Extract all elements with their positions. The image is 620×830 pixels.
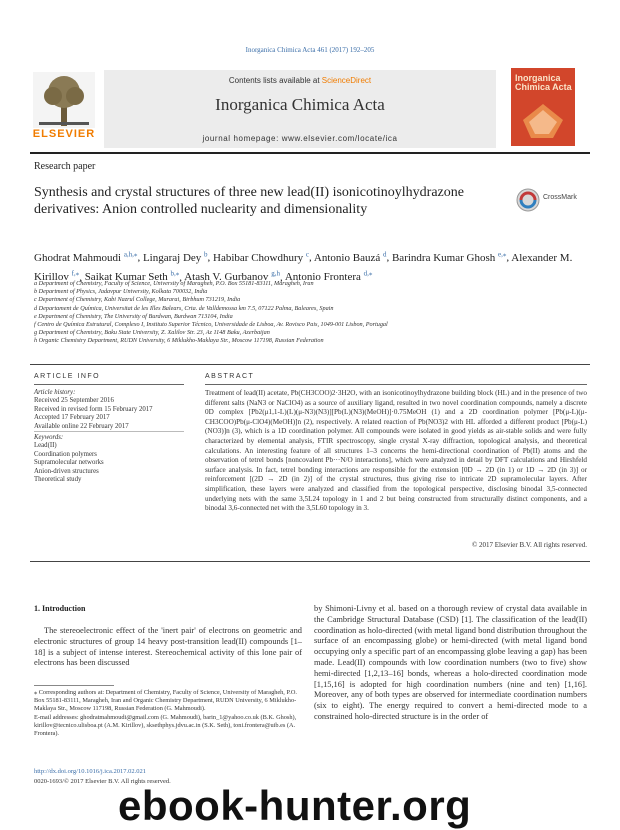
email-addresses[interactable]: E-mail addresses: ghodratmahmoudi@gmail.com (G. Mahmoudi), barin_1@yahoo.co.uk (B.K. Ghosh), kirillov@tecnico.ulisboa.pt (A.M. Kirillov), sksethphys.jdvu.ac.in (S.K. Seth), toni.frontera@uib.es (A. Frontera). bbox=[34, 713, 297, 738]
corresponding-authors: ⁎ Corresponding authors at: Department of Chemistry, Faculty of Science, University of Maragheh, P.O. Box 55181-83111, Maragheh, Iran and Organic Chemistry Department, RUDN University, 6 Miklukho-Maklaya Str., Moscow 117198, Russian Federation (G. Mahmoudi). bbox=[34, 689, 297, 713]
keywords-label: Keywords: bbox=[34, 434, 64, 441]
body-rule bbox=[30, 561, 590, 562]
abstract-rule bbox=[205, 384, 587, 385]
intro-paragraph-left: The stereoelectronic effect of the 'inert pair' of electrons on geometric and electronic structures of group 14 heavy post-transition lead(II) compounds [1–18] is a subject of intense interest. Stereochemical activity of this lone pair of electrons has been discussed bbox=[34, 626, 302, 668]
keywords-rule bbox=[34, 431, 184, 432]
article-title: Synthesis and crystal structures of three new lead(II) isonicotinoylhydrazone derivatives: Anion controlled nuclearity and dimensionality bbox=[34, 185, 464, 217]
intro-paragraph-right: by Shimoni-Livny et al. based on a thorough review of crystal data available in the Cambridge Structural Database (CSD) [1]. The classification of the lead(II) coordination as holo-directed (with metal ligand bond distribution throughout the surface of an encompassing globe) or hemi-directed (with metal ligand bond occupying only a specific part of an encompassing globe leaving a gap) has been made. Lead(II) compounds with low coordination numbers (two to five) show hemi-directed [1,2,13–16] bonds, whereas a holo-directed coordination mode [1,15,16] is adopted for high coordination numbers (nine and ten) [1,16]. Moreover, any of both types are observed for intermediate coordination numbers (six to eight). The energy required to convert a hemi-directed mode to a constrained holo-directed structure is in the order of bbox=[314, 604, 587, 721]
journal-title: Inorganica Chimica Acta bbox=[215, 95, 385, 114]
author[interactable]: Antonio Frontera $^{d,⁎}$ bbox=[284, 269, 373, 284]
author[interactable]: Barindra Kumar Ghosh $^{e,⁎}$ bbox=[391, 250, 507, 264]
keyword: Coordination polymers bbox=[34, 450, 97, 458]
section-heading: 1. Introduction bbox=[34, 604, 86, 613]
abstract-copyright: © 2017 Elsevier B.V. All rights reserved. bbox=[471, 541, 587, 549]
affiliations bbox=[34, 280, 594, 346]
contents-prefix: Contents lists available at bbox=[228, 76, 322, 85]
history-item: Available online 22 February 2017 bbox=[34, 422, 129, 430]
author[interactable]: Atash V. Gurbanov $^{g,h}$ bbox=[184, 269, 280, 284]
affiliation: f Centro de Química Estrutural, Complexo I, Instituto Superior Técnico, Universidade de Lisboa, Av. Rovisco Pais, 1049-001 Lisbon, Portugal bbox=[34, 321, 388, 329]
abstract-heading: ABSTRACT bbox=[205, 373, 255, 380]
crossmark-label: CrossMark bbox=[543, 194, 577, 201]
journal-cover-image bbox=[511, 68, 575, 146]
sciencedirect-link[interactable]: ScienceDirect bbox=[321, 76, 372, 85]
publisher-logo-text: ELSEVIER bbox=[32, 128, 96, 140]
affiliation: c Department of Chemistry, Kabi Nazrul College, Murarai, Birbhum 731219, India bbox=[34, 296, 241, 304]
affiliation-rule bbox=[30, 364, 590, 365]
article-history bbox=[34, 389, 194, 431]
history-label: Article history: bbox=[34, 389, 76, 396]
issn-line: 0020-1693/© 2017 Elsevier B.V. All rights reserved. bbox=[34, 778, 171, 785]
contents-available-line bbox=[104, 76, 496, 85]
author-list: Ghodrat Mahmoudi $^{a,h,⁎}$, Lingaraj Dey $^b$, Habibar Chowdhury $^c$, Antonio Bauzá $^d$, Barindra Kumar Ghosh $^{e,⁎}$, Alexander M. Kirillov $^{f,⁎}$, Saikat Kumar Seth $^{b,⁎}$, Atash V. Gurbanov $^{g,h}$, Antonio Frontera $^{d,⁎}$ bbox=[34, 250, 573, 284]
abstract-text: Treatment of lead(II) acetate, Pb(CH3COO)2·3H2O, with an isonicotinoylhydrazone building block (HL) and in the presence of two different salts (NaN3 or NaClO4) as a source of auxiliary ligand, resulted in two novel coordination compounds, namely a discrete 0D complex [Pb2(μ1,1-L)(L)(μ-N3)(N3)][Pb(L)(N3)(MeOH)]·0.75MeOH (1) and a 2D coordination polymer [Pb(μ-L)(μ-CH3COO)Pb(μ-ClO4)(MeOH)]n (2), respectively. A related reaction of Pb(NO3)2 with HL afforded a different product [Pb(μ-L)(NO3)]n (3), which is a 1D coordination polymer. All compounds were isolated in good yields as air-stable solids and were fully characterized by elemental analysis, FTIR spectroscopy, single crystal X-ray diffraction, topological analysis, and theoretical calculations. An interesting feature of all structures 1–3 concerns the hemi-directional coordination of Pb(II) atoms and the observation of tetrel bonds [noncovalent Pb···N/O interactions], which were analyzed in detail by DFT calculations and Hirshfeld surface analysis. In fact, tetrel bonding interactions are responsible for the extension [0D → 2D (in 1) or 1D → 2D (in 3)] or reinforcement [(2D → 2D (in 2)] of the crystal structures, thus giving rise to intricate 2D supramolecular layers. After simplification, these layers were analyzed and classified from the topological perspective, disclosing binodal 3,5-connected underlying nets with the same 3,5L24 topology in 1 and 2 but being constructed from structurally distinct components, and a binodal 3,6-connected net with the 3,5L60 topology in 3. bbox=[205, 389, 587, 513]
doi-link[interactable]: http://dx.doi.org/10.1016/j.ica.2017.02.021 bbox=[34, 768, 147, 775]
keyword: Lead(II) bbox=[34, 442, 57, 450]
author[interactable]: Ghodrat Mahmoudi $^{a,h,⁎}$ bbox=[34, 250, 138, 264]
affiliation: e Department of Chemistry, The University of Burdwan, Burdwan 713104, India bbox=[34, 312, 233, 320]
author[interactable]: Saikat Kumar Seth $^{b,⁎}$ bbox=[84, 269, 180, 284]
watermark: ebook-hunter.org bbox=[118, 782, 472, 829]
cover-crystal-icon bbox=[519, 102, 567, 140]
history-item: Accepted 17 February 2017 bbox=[34, 414, 110, 422]
journal-citation[interactable]: Inorganica Chimica Acta 461 (2017) 192–205 bbox=[245, 46, 375, 54]
article-type: Research paper bbox=[34, 161, 96, 172]
affiliation: d Departament de Química, Universitat de les Illes Balears, Crta. de Valldemossa km 7.5, 07122 Palma, Baleares, Spain bbox=[34, 304, 334, 312]
cover-title: Inorganica Chimica Acta bbox=[515, 73, 572, 92]
crossmark-badge[interactable] bbox=[516, 186, 586, 216]
elsevier-tree-logo bbox=[33, 72, 95, 128]
affiliation: b Department of Physics, Jadavpur University, Kolkata 700032, India bbox=[34, 288, 208, 296]
author[interactable]: Alexander M. Kirillov $^{f,⁎}$ bbox=[34, 251, 573, 284]
history-item: Received in revised form 15 February 2017 bbox=[34, 405, 153, 413]
affiliation: g Department of Chemistry, Baku State University, Z. Xalilov Str. 23, Az 1148 Baku, Azerbaijan bbox=[34, 329, 270, 337]
affiliation: h Organic Chemistry Department, RUDN University, 6 Miklukho-Maklaya Str., Moscow 117198, Russian Federation bbox=[34, 337, 324, 345]
keywords bbox=[34, 434, 194, 484]
keyword: Theoretical study bbox=[34, 476, 82, 484]
journal-homepage[interactable]: journal homepage: www.elsevier.com/locate/ica bbox=[202, 134, 398, 143]
article-info-rule bbox=[34, 384, 184, 385]
keyword: Anion-driven structures bbox=[34, 467, 99, 475]
corresponding-footnote bbox=[34, 689, 302, 738]
crossmark-icon bbox=[516, 188, 540, 212]
header-rule bbox=[30, 152, 590, 154]
author[interactable]: Habibar Chowdhury $^c$ bbox=[213, 250, 310, 264]
author[interactable]: Lingaraj Dey $^b$ bbox=[142, 250, 208, 264]
history-item: Received 25 September 2016 bbox=[34, 397, 114, 405]
article-info-heading: ARTICLE INFO bbox=[34, 373, 101, 380]
footnote-rule bbox=[34, 685, 114, 686]
author[interactable]: Antonio Bauzá $^d$ bbox=[313, 250, 387, 264]
keyword: Supramolecular networks bbox=[34, 459, 104, 467]
affiliation: a Department of Chemistry, Faculty of Science, University of Maragheh, P.O. Box 55181-83111, Maragheh, Iran bbox=[34, 280, 314, 287]
